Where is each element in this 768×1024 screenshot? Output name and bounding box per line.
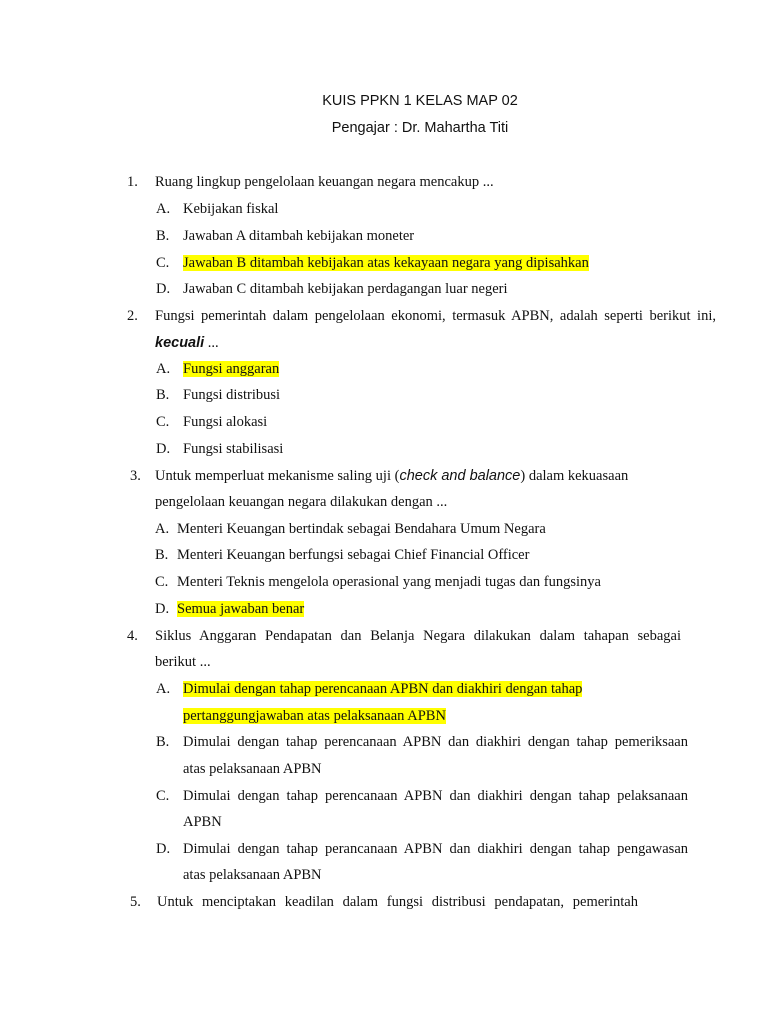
- option-letter: C.: [156, 414, 170, 430]
- page-title: KUIS PPKN 1 KELAS MAP 02: [322, 93, 518, 109]
- question-number: 1.: [127, 174, 138, 190]
- option-letter: D.: [155, 601, 170, 617]
- option-text-cont: atas pelaksanaan APBN: [183, 867, 322, 883]
- question-number: 5.: [130, 894, 141, 910]
- question-number: 4.: [127, 628, 138, 644]
- option-letter: D.: [156, 441, 171, 457]
- option-text: Menteri Teknis mengelola operasional yang menjadi tugas dan fungsinya: [177, 574, 601, 590]
- option-text: Menteri Keuangan berfungsi sebagai Chief Financial Officer: [177, 547, 530, 563]
- option-text: Dimulai dengan tahap perencanaan APBN dan diakhiri dengan tahap pelaksanaan: [183, 788, 688, 804]
- option-text: Jawaban A ditambah kebijakan moneter: [183, 228, 415, 244]
- option-letter: A.: [155, 521, 170, 537]
- option-text: Fungsi stabilisasi: [183, 441, 284, 457]
- option-letter: C.: [156, 788, 170, 804]
- option-text-cont: APBN: [183, 814, 222, 830]
- option-text-highlighted: Dimulai dengan tahap perencanaan APBN dan diakhiri dengan tahap: [183, 681, 583, 697]
- option-letter: A.: [156, 681, 171, 697]
- question-number: 3.: [130, 468, 141, 484]
- ellipsis: ...: [204, 335, 219, 351]
- question-text: Fungsi pemerintah dalam pengelolaan ekonomi, termasuk APBN, adalah seperti berikut ini,: [155, 308, 716, 324]
- option-letter: D.: [156, 281, 171, 297]
- option-text-highlighted-cont: pertanggungjawaban atas pelaksanaan APBN: [183, 708, 446, 724]
- option-letter: A.: [156, 201, 171, 217]
- option-letter: C.: [155, 574, 169, 590]
- question-text: Untuk memperluat mekanisme saling uji (check and balance) dalam kekuasaan: [155, 468, 629, 484]
- option-text: Fungsi alokasi: [183, 414, 268, 430]
- option-letter: B.: [156, 228, 170, 244]
- option-letter: B.: [156, 387, 170, 403]
- option-letter: D.: [156, 841, 171, 857]
- emphasis-kecuali: kecuali: [155, 335, 205, 351]
- option-text: Jawaban C ditambah kebijakan perdagangan luar negeri: [183, 281, 508, 297]
- question-text: Siklus Anggaran Pendapatan dan Belanja Negara dilakukan dalam tahapan sebagai: [155, 628, 681, 644]
- page-subtitle: Pengajar : Dr. Mahartha Titi: [331, 120, 509, 136]
- option-text-highlighted: Fungsi anggaran: [183, 361, 280, 377]
- question-number: 2.: [127, 308, 138, 324]
- question-text: Untuk menciptakan keadilan dalam fungsi distribusi pendapatan, pemerintah: [157, 894, 638, 910]
- emphasis-check-and-balance: check and balance: [399, 468, 521, 484]
- option-letter: B.: [156, 734, 170, 750]
- option-letter: B.: [155, 547, 169, 563]
- option-text: Kebijakan fiskal: [183, 201, 279, 217]
- option-text: Menteri Keuangan bertindak sebagai Bendahara Umum Negara: [177, 521, 546, 537]
- option-text-highlighted: Semua jawaban benar: [177, 601, 305, 617]
- option-letter: C.: [156, 255, 170, 271]
- option-text-cont: atas pelaksanaan APBN: [183, 761, 322, 777]
- question-text-cont: berikut ...: [155, 654, 211, 670]
- option-text: Fungsi distribusi: [183, 387, 281, 403]
- question-text-cont: pengelolaan keuangan negara dilakukan dengan ...: [155, 494, 448, 510]
- option-text-highlighted: Jawaban B ditambah kebijakan atas kekayaan negara yang dipisahkan: [183, 255, 589, 271]
- option-letter: A.: [156, 361, 171, 377]
- option-text: Dimulai dengan tahap perancanaan APBN dan diakhiri dengan tahap pengawasan: [183, 841, 688, 857]
- question-text: Ruang lingkup pengelolaan keuangan negara mencakup ...: [155, 174, 494, 190]
- option-text: Dimulai dengan tahap perencanaan APBN dan diakhiri dengan tahap pemeriksaan: [183, 734, 688, 750]
